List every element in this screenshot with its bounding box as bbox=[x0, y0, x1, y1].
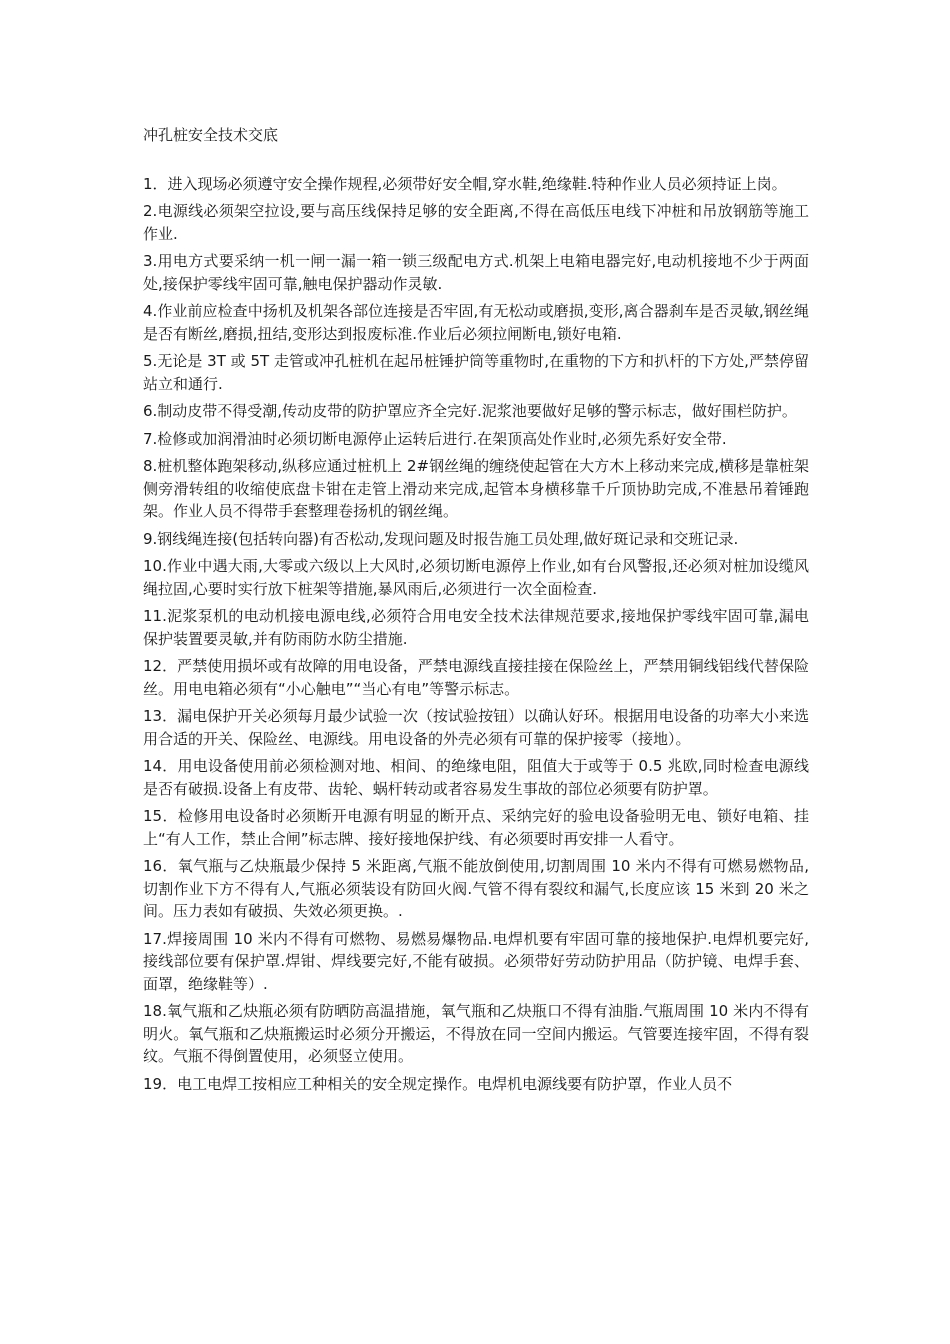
paragraph-item: 18.氧气瓶和乙炔瓶必须有防晒防高温措施，氧气瓶和乙炔瓶口不得有油脂.气瓶周围 10 米内不得有明火。氧气瓶和乙炔瓶搬运时必须分开搬运，不得放在同一空间内搬运。气管要连接牢固，不得有裂纹。气瓶不得倒置使用，必须竖立使用。 bbox=[143, 1002, 809, 1065]
paragraph-item: 5.无论是 3T 或 5T 走管或冲孔桩机在起吊桩锤护筒等重物时,在重物的下方和扒杆的下方处,严禁停留站立和通行. bbox=[143, 352, 809, 393]
paragraph-item: 4.作业前应检查中扬机及机架各部位连接是否牢固,有无松动或磨损,变形,离合器刹车是否灵敏,钢丝绳是否有断丝,磨损,扭结,变形达到报废标准.作业后必须拉闸断电,锁好电箱. bbox=[143, 302, 809, 343]
paragraph-item: 3.用电方式要采纳一机一闸一漏一箱一锁三级配电方式.机架上电箱电器完好,电动机接地不少于两面处,接保护零线牢固可靠,触电保护器动作灵敏. bbox=[143, 252, 809, 293]
paragraph-item: 13．漏电保护开关必须每月最少试验一次（按试验按钮）以确认好环。根据用电设备的功率大小来选用合适的开关、保险丝、电源线。用电设备的外壳必须有可靠的保护接零（接地）。 bbox=[143, 707, 809, 748]
paragraph-list bbox=[143, 173, 809, 1096]
paragraph-item: 2.电源线必须架空拉设,要与高压线保持足够的安全距离,不得在高低压电线下冲桩和吊放钢筋等施工作业. bbox=[143, 202, 809, 243]
paragraph-item: 1．进入现场必须遵守安全操作规程,必须带好安全帽,穿水鞋,绝缘鞋.特种作业人员必须持证上岗。 bbox=[143, 174, 787, 193]
paragraph-item: 8.桩机整体跑架移动,纵移应通过桩机上 2#钢丝绳的缠绕使起管在大方木上移动来完成,横移是靠桩架侧旁滑转组的收缩使底盘卡钳在走管上滑动来完成,起管本身横移靠千斤顶协助完成,不准悬吊着锤跑架。作业人员不得带手套整理卷扬机的钢丝绳。 bbox=[143, 457, 809, 520]
paragraph-item: 6.制动皮带不得受潮,传动皮带的防护罩应齐全完好.泥浆池要做好足够的警示标志，做好围栏防护。 bbox=[143, 402, 797, 420]
paragraph-item: 15．检修用电设备时必须断开电源有明显的断开点、采纳完好的验电设备验明无电、锁好电箱、挂上“有人工作，禁止合闸”标志牌、接好接地保护线、有必须要时再安排一人看守。 bbox=[143, 807, 809, 848]
paragraph-item: 16．氧气瓶与乙炔瓶最少保持 5 米距离,气瓶不能放倒使用,切割周围 10 米内不得有可燃易燃物品,切割作业下方不得有人,气瓶必须装设有防回火阀.气管不得有裂纹和漏气,长度应该 15 米到 20 米之间。压力表如有破损、失效必须更换。. bbox=[143, 857, 809, 920]
paragraph-item: 12．严禁使用损坏或有故障的用电设备，严禁电源线直接挂接在保险丝上，严禁用铜线铝线代替保险丝。用电电箱必须有“小心触电”“当心有电”等警示标志。 bbox=[143, 657, 809, 698]
paragraph-item: 7.检修或加润滑油时必须切断电源停止运转后进行.在架顶高处作业时,必须先系好安全带. bbox=[143, 429, 727, 448]
paragraph-item: 19．电工电焊工按相应工种相关的安全规定操作。电焊机电源线要有防护罩，作业人员不 bbox=[143, 1074, 733, 1093]
paragraph-item: 14．用电设备使用前必须检测对地、相间、的绝缘电阻，阻值大于或等于 0.5 兆欧,同时检查电源线是否有破损.设备上有皮带、齿轮、蜗杆转动或者容易发生事故的部位必须要有防护罩。 bbox=[143, 757, 809, 798]
paragraph-item: 11.泥浆泵机的电动机接电源电线,必须符合用电安全技术法律规范要求,接地保护零线牢固可靠,漏电保护装置要灵敏,并有防雨防水防尘措施. bbox=[143, 607, 809, 648]
document-body bbox=[143, 124, 809, 1100]
paragraph-item: 10.作业中遇大雨,大零或六级以上大风时,必须切断电源停上作业,如有台风警报,还必须对桩加设缆风绳拉固,心要时实行放下桩架等措施,暴风雨后,必须进行一次全面检查. bbox=[143, 557, 809, 598]
paragraph-item: 9.钢线绳连接(包括转向器)有否松动,发现问题及时报告施工员处理,做好斑记录和交班记录. bbox=[143, 529, 739, 548]
document-title: 冲孔桩安全技术交底 bbox=[143, 126, 279, 144]
paragraph-item: 17.焊接周围 10 米内不得有可燃物、易燃易爆物品.电焊机要有牢固可靠的接地保护.电焊机要完好,接线部位要有保护罩.焊钳、焊线要完好,不能有破损。必须带好劳动防护用品（防护镜、电焊手套、面罩，绝缘鞋等）. bbox=[143, 929, 809, 993]
